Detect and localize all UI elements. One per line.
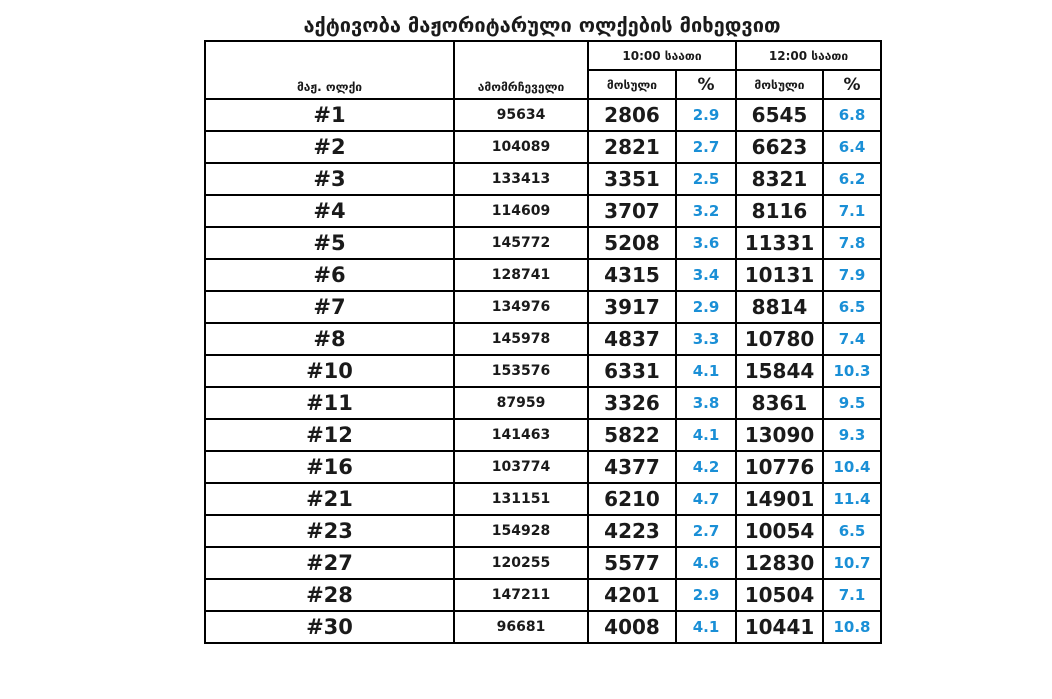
cell-turnout-10: 2806 <box>588 99 676 131</box>
table-row <box>205 515 881 547</box>
cell-district: #2 <box>205 131 454 163</box>
cell-district: #7 <box>205 291 454 323</box>
cell-voters: 133413 <box>454 163 588 195</box>
cell-percent-12: 6.2 <box>823 163 881 195</box>
cell-percent-12: 7.1 <box>823 195 881 227</box>
header-voters: ამომრჩეველი <box>454 41 588 99</box>
cell-voters: 145772 <box>454 227 588 259</box>
cell-percent-12: 11.4 <box>823 483 881 515</box>
cell-percent-12: 6.5 <box>823 291 881 323</box>
cell-turnout-10: 6210 <box>588 483 676 515</box>
cell-percent-12: 7.8 <box>823 227 881 259</box>
table-row <box>205 355 881 387</box>
cell-turnout-12: 10441 <box>736 611 823 643</box>
cell-percent-12: 7.9 <box>823 259 881 291</box>
cell-turnout-12: 11331 <box>736 227 823 259</box>
cell-turnout-12: 14901 <box>736 483 823 515</box>
cell-turnout-10: 3707 <box>588 195 676 227</box>
cell-turnout-12: 6545 <box>736 99 823 131</box>
cell-percent-12: 10.7 <box>823 547 881 579</box>
cell-turnout-12: 8116 <box>736 195 823 227</box>
turnout-table <box>204 40 882 644</box>
cell-district: #30 <box>205 611 454 643</box>
cell-percent-12: 10.4 <box>823 451 881 483</box>
cell-turnout-12: 10780 <box>736 323 823 355</box>
cell-percent-10: 4.1 <box>676 419 736 451</box>
cell-percent-10: 3.8 <box>676 387 736 419</box>
header-percent-10: % <box>676 70 736 99</box>
cell-percent-12: 9.5 <box>823 387 881 419</box>
cell-turnout-12: 10054 <box>736 515 823 547</box>
header-turnout-12: მოსული <box>736 70 823 99</box>
cell-voters: 87959 <box>454 387 588 419</box>
page-title: აქტივობა მაჟორიტარული ოლქების მიხედვით <box>303 13 781 37</box>
cell-district: #16 <box>205 451 454 483</box>
table-row <box>205 547 881 579</box>
cell-turnout-12: 8321 <box>736 163 823 195</box>
cell-percent-10: 2.7 <box>676 131 736 163</box>
cell-percent-10: 2.7 <box>676 515 736 547</box>
cell-district: #27 <box>205 547 454 579</box>
cell-voters: 141463 <box>454 419 588 451</box>
cell-percent-12: 6.5 <box>823 515 881 547</box>
cell-turnout-12: 10776 <box>736 451 823 483</box>
cell-district: #23 <box>205 515 454 547</box>
cell-voters: 104089 <box>454 131 588 163</box>
cell-district: #3 <box>205 163 454 195</box>
table-row <box>205 611 881 643</box>
cell-percent-10: 4.1 <box>676 611 736 643</box>
table-row <box>205 259 881 291</box>
cell-percent-10: 2.9 <box>676 291 736 323</box>
cell-turnout-10: 4008 <box>588 611 676 643</box>
table-row <box>205 419 881 451</box>
table-row <box>205 323 881 355</box>
cell-voters: 154928 <box>454 515 588 547</box>
header-turnout-10: მოსული <box>588 70 676 99</box>
cell-district: #1 <box>205 99 454 131</box>
table-row <box>205 579 881 611</box>
header-time-10: 10:00 საათი <box>588 41 736 70</box>
cell-percent-10: 3.4 <box>676 259 736 291</box>
cell-percent-10: 4.1 <box>676 355 736 387</box>
cell-percent-10: 3.2 <box>676 195 736 227</box>
cell-district: #4 <box>205 195 454 227</box>
cell-turnout-10: 5822 <box>588 419 676 451</box>
cell-voters: 147211 <box>454 579 588 611</box>
cell-turnout-10: 6331 <box>588 355 676 387</box>
cell-percent-10: 2.9 <box>676 99 736 131</box>
table-row <box>205 451 881 483</box>
table-row <box>205 483 881 515</box>
cell-percent-10: 4.7 <box>676 483 736 515</box>
header-time-12: 12:00 საათი <box>736 41 881 70</box>
cell-turnout-10: 4201 <box>588 579 676 611</box>
cell-voters: 103774 <box>454 451 588 483</box>
cell-voters: 128741 <box>454 259 588 291</box>
cell-turnout-12: 10131 <box>736 259 823 291</box>
cell-turnout-10: 4223 <box>588 515 676 547</box>
cell-voters: 120255 <box>454 547 588 579</box>
cell-percent-12: 6.4 <box>823 131 881 163</box>
cell-district: #8 <box>205 323 454 355</box>
table-row <box>205 227 881 259</box>
cell-turnout-12: 6623 <box>736 131 823 163</box>
cell-percent-12: 7.1 <box>823 579 881 611</box>
cell-voters: 131151 <box>454 483 588 515</box>
cell-voters: 95634 <box>454 99 588 131</box>
cell-turnout-10: 4315 <box>588 259 676 291</box>
cell-district: #28 <box>205 579 454 611</box>
cell-turnout-10: 3351 <box>588 163 676 195</box>
cell-percent-12: 10.3 <box>823 355 881 387</box>
cell-percent-10: 2.5 <box>676 163 736 195</box>
cell-percent-10: 3.6 <box>676 227 736 259</box>
cell-voters: 145978 <box>454 323 588 355</box>
cell-turnout-10: 3326 <box>588 387 676 419</box>
cell-turnout-10: 4837 <box>588 323 676 355</box>
cell-turnout-10: 3917 <box>588 291 676 323</box>
cell-turnout-10: 2821 <box>588 131 676 163</box>
cell-district: #12 <box>205 419 454 451</box>
cell-percent-10: 4.2 <box>676 451 736 483</box>
cell-district: #11 <box>205 387 454 419</box>
header-percent-12: % <box>823 70 881 99</box>
header-district: მაჟ. ოლქი <box>205 41 454 99</box>
table-row <box>205 291 881 323</box>
cell-turnout-10: 5208 <box>588 227 676 259</box>
cell-percent-12: 7.4 <box>823 323 881 355</box>
cell-percent-10: 3.3 <box>676 323 736 355</box>
cell-turnout-12: 15844 <box>736 355 823 387</box>
cell-percent-12: 9.3 <box>823 419 881 451</box>
cell-turnout-10: 4377 <box>588 451 676 483</box>
table-row <box>205 387 881 419</box>
cell-percent-12: 10.8 <box>823 611 881 643</box>
cell-turnout-12: 10504 <box>736 579 823 611</box>
cell-turnout-12: 13090 <box>736 419 823 451</box>
table-row <box>205 99 881 131</box>
table-row <box>205 163 881 195</box>
cell-voters: 114609 <box>454 195 588 227</box>
cell-turnout-10: 5577 <box>588 547 676 579</box>
cell-district: #5 <box>205 227 454 259</box>
cell-district: #21 <box>205 483 454 515</box>
table-body <box>205 99 881 643</box>
cell-percent-10: 2.9 <box>676 579 736 611</box>
cell-turnout-12: 8814 <box>736 291 823 323</box>
table-row <box>205 131 881 163</box>
cell-district: #10 <box>205 355 454 387</box>
table-row <box>205 195 881 227</box>
cell-voters: 96681 <box>454 611 588 643</box>
cell-turnout-12: 8361 <box>736 387 823 419</box>
cell-voters: 153576 <box>454 355 588 387</box>
cell-percent-12: 6.8 <box>823 99 881 131</box>
cell-district: #6 <box>205 259 454 291</box>
cell-turnout-12: 12830 <box>736 547 823 579</box>
cell-voters: 134976 <box>454 291 588 323</box>
cell-percent-10: 4.6 <box>676 547 736 579</box>
